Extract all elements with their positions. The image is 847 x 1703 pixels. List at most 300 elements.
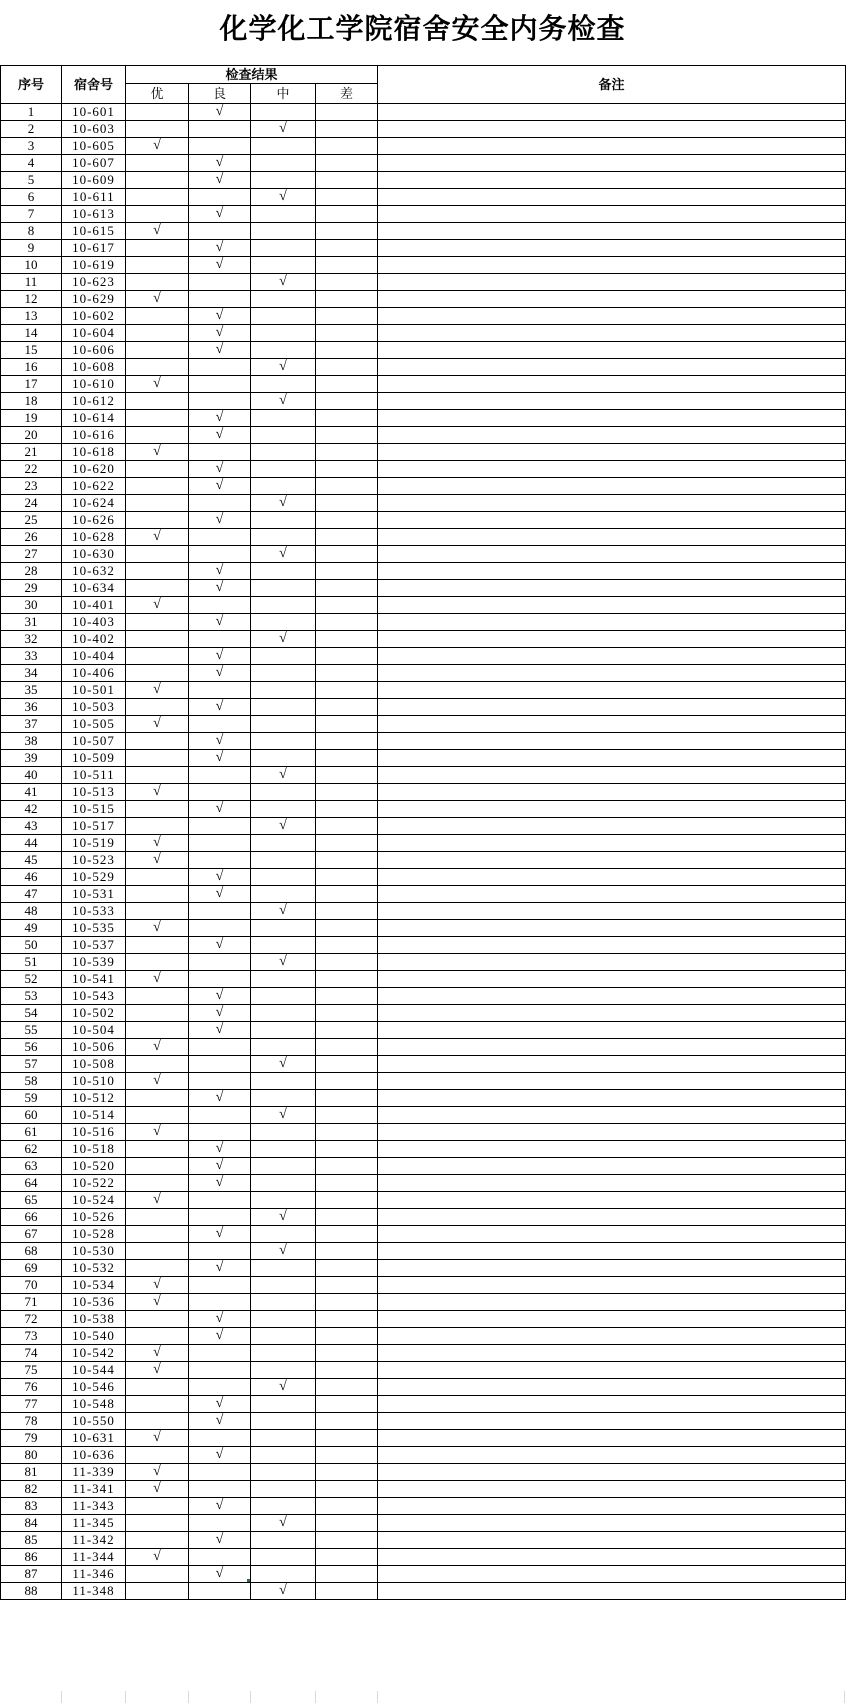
cell-index[interactable]: 15 (1, 342, 62, 359)
cell-remark[interactable] (378, 393, 846, 410)
cell-result-excellent[interactable] (126, 410, 189, 427)
cell-result-fair[interactable] (251, 886, 316, 903)
cell-room[interactable]: 10-629 (62, 291, 126, 308)
cell-result-good[interactable] (189, 138, 251, 155)
cell-index[interactable]: 84 (1, 1515, 62, 1532)
col-header-room[interactable]: 宿舍号 (62, 66, 126, 104)
cell-index[interactable]: 2 (1, 121, 62, 138)
cell-result-fair[interactable] (251, 1022, 316, 1039)
cell-room[interactable]: 10-630 (62, 546, 126, 563)
cell-result-poor[interactable] (316, 1532, 378, 1549)
cell-result-fair[interactable] (251, 801, 316, 818)
cell-result-fair[interactable] (251, 1260, 316, 1277)
cell-result-fair[interactable] (251, 597, 316, 614)
cell-room[interactable]: 10-504 (62, 1022, 126, 1039)
cell-remark[interactable] (378, 308, 846, 325)
cell-result-fair[interactable] (251, 835, 316, 852)
cell-result-fair[interactable] (251, 291, 316, 308)
cell-result-good[interactable] (189, 291, 251, 308)
cell-result-fair[interactable] (251, 1413, 316, 1430)
cell-result-poor[interactable] (316, 546, 378, 563)
cell-room[interactable]: 10-607 (62, 155, 126, 172)
cell-remark[interactable] (378, 206, 846, 223)
cell-result-fair[interactable] (251, 1141, 316, 1158)
cell-remark[interactable] (378, 920, 846, 937)
cell-result-excellent[interactable] (126, 1158, 189, 1175)
cell-result-good[interactable] (189, 172, 251, 189)
cell-room[interactable]: 10-632 (62, 563, 126, 580)
cell-room[interactable]: 11-345 (62, 1515, 126, 1532)
cell-result-fair[interactable] (251, 206, 316, 223)
cell-result-poor[interactable] (316, 1345, 378, 1362)
cell-remark[interactable] (378, 529, 846, 546)
cell-remark[interactable] (378, 716, 846, 733)
col-header-result-group[interactable]: 检查结果 (126, 66, 378, 84)
cell-result-good[interactable] (189, 1396, 251, 1413)
cell-result-excellent[interactable] (126, 801, 189, 818)
cell-result-poor[interactable] (316, 903, 378, 920)
cell-result-good[interactable] (189, 988, 251, 1005)
cell-result-excellent[interactable] (126, 359, 189, 376)
cell-result-poor[interactable] (316, 1260, 378, 1277)
cell-index[interactable]: 44 (1, 835, 62, 852)
cell-index[interactable]: 27 (1, 546, 62, 563)
cell-room[interactable]: 10-514 (62, 1107, 126, 1124)
cell-result-poor[interactable] (316, 1039, 378, 1056)
cell-index[interactable]: 48 (1, 903, 62, 920)
cell-index[interactable]: 72 (1, 1311, 62, 1328)
cell-result-fair[interactable] (251, 954, 316, 971)
page-title[interactable]: 化学化工学院宿舍安全内务检查 (219, 14, 626, 45)
cell-remark[interactable] (378, 495, 846, 512)
cell-result-fair[interactable] (251, 512, 316, 529)
cell-result-good[interactable] (189, 1090, 251, 1107)
cell-result-fair[interactable] (251, 580, 316, 597)
cell-room[interactable]: 10-512 (62, 1090, 126, 1107)
cell-result-good[interactable] (189, 1447, 251, 1464)
cell-result-poor[interactable] (316, 1158, 378, 1175)
cell-remark[interactable] (378, 886, 846, 903)
cell-result-poor[interactable] (316, 954, 378, 971)
cell-result-fair[interactable] (251, 172, 316, 189)
cell-room[interactable]: 10-522 (62, 1175, 126, 1192)
cell-result-fair[interactable] (251, 393, 316, 410)
cell-room[interactable]: 10-523 (62, 852, 126, 869)
cell-result-good[interactable] (189, 1311, 251, 1328)
cell-result-fair[interactable] (251, 461, 316, 478)
cell-result-excellent[interactable] (126, 1430, 189, 1447)
cell-result-poor[interactable] (316, 563, 378, 580)
cell-result-excellent[interactable] (126, 1549, 189, 1566)
cell-result-excellent[interactable] (126, 1311, 189, 1328)
cell-result-poor[interactable] (316, 818, 378, 835)
cell-result-poor[interactable] (316, 801, 378, 818)
cell-remark[interactable] (378, 138, 846, 155)
cell-remark[interactable] (378, 1345, 846, 1362)
cell-result-fair[interactable] (251, 1005, 316, 1022)
cell-index[interactable]: 49 (1, 920, 62, 937)
cell-result-fair[interactable] (251, 444, 316, 461)
cell-index[interactable]: 66 (1, 1209, 62, 1226)
cell-result-good[interactable] (189, 410, 251, 427)
cell-result-good[interactable] (189, 1549, 251, 1566)
cell-result-excellent[interactable] (126, 767, 189, 784)
cell-result-excellent[interactable] (126, 1481, 189, 1498)
cell-result-fair[interactable] (251, 699, 316, 716)
cell-room[interactable]: 10-529 (62, 869, 126, 886)
cell-room[interactable]: 10-613 (62, 206, 126, 223)
cell-index[interactable]: 42 (1, 801, 62, 818)
cell-result-excellent[interactable] (126, 818, 189, 835)
cell-index[interactable]: 13 (1, 308, 62, 325)
cell-remark[interactable] (378, 461, 846, 478)
cell-index[interactable]: 39 (1, 750, 62, 767)
cell-room[interactable]: 10-404 (62, 648, 126, 665)
cell-result-fair[interactable] (251, 410, 316, 427)
cell-index[interactable]: 80 (1, 1447, 62, 1464)
cell-result-fair[interactable] (251, 937, 316, 954)
cell-remark[interactable] (378, 172, 846, 189)
cell-result-good[interactable] (189, 1464, 251, 1481)
cell-room[interactable]: 10-501 (62, 682, 126, 699)
cell-index[interactable]: 24 (1, 495, 62, 512)
cell-room[interactable]: 11-344 (62, 1549, 126, 1566)
cell-result-poor[interactable] (316, 240, 378, 257)
cell-result-excellent[interactable] (126, 716, 189, 733)
cell-result-poor[interactable] (316, 988, 378, 1005)
cell-result-fair[interactable] (251, 1056, 316, 1073)
cell-result-excellent[interactable] (126, 1073, 189, 1090)
cell-result-excellent[interactable] (126, 835, 189, 852)
cell-result-poor[interactable] (316, 1583, 378, 1600)
cell-remark[interactable] (378, 155, 846, 172)
cell-result-fair[interactable] (251, 1124, 316, 1141)
cell-room[interactable]: 10-503 (62, 699, 126, 716)
cell-room[interactable]: 10-631 (62, 1430, 126, 1447)
cell-remark[interactable] (378, 937, 846, 954)
cell-room[interactable]: 10-533 (62, 903, 126, 920)
cell-result-good[interactable] (189, 1379, 251, 1396)
cell-room[interactable]: 10-526 (62, 1209, 126, 1226)
cell-result-fair[interactable] (251, 852, 316, 869)
cell-room[interactable]: 10-615 (62, 223, 126, 240)
cell-result-good[interactable] (189, 699, 251, 716)
cell-index[interactable]: 59 (1, 1090, 62, 1107)
cell-result-poor[interactable] (316, 886, 378, 903)
cell-remark[interactable] (378, 257, 846, 274)
cell-room[interactable]: 10-502 (62, 1005, 126, 1022)
cell-result-excellent[interactable] (126, 886, 189, 903)
cell-room[interactable]: 10-402 (62, 631, 126, 648)
cell-result-fair[interactable] (251, 495, 316, 512)
cell-index[interactable]: 54 (1, 1005, 62, 1022)
cell-index[interactable]: 67 (1, 1226, 62, 1243)
cell-room[interactable]: 10-517 (62, 818, 126, 835)
cell-result-excellent[interactable] (126, 1124, 189, 1141)
cell-result-good[interactable] (189, 274, 251, 291)
cell-remark[interactable] (378, 1090, 846, 1107)
cell-index[interactable]: 38 (1, 733, 62, 750)
cell-remark[interactable] (378, 1583, 846, 1600)
cell-remark[interactable] (378, 223, 846, 240)
cell-result-excellent[interactable] (126, 104, 189, 121)
cell-result-good[interactable] (189, 155, 251, 172)
cell-result-fair[interactable] (251, 682, 316, 699)
cell-result-good[interactable] (189, 478, 251, 495)
cell-room[interactable]: 11-342 (62, 1532, 126, 1549)
cell-remark[interactable] (378, 1175, 846, 1192)
cell-index[interactable]: 58 (1, 1073, 62, 1090)
cell-room[interactable]: 10-619 (62, 257, 126, 274)
cell-remark[interactable] (378, 733, 846, 750)
cell-result-poor[interactable] (316, 937, 378, 954)
cell-result-fair[interactable] (251, 427, 316, 444)
cell-room[interactable]: 10-550 (62, 1413, 126, 1430)
cell-room[interactable]: 11-348 (62, 1583, 126, 1600)
cell-result-fair[interactable] (251, 818, 316, 835)
cell-result-good[interactable] (189, 1481, 251, 1498)
cell-remark[interactable] (378, 1515, 846, 1532)
cell-result-good[interactable] (189, 665, 251, 682)
cell-result-good[interactable] (189, 801, 251, 818)
cell-result-excellent[interactable] (126, 291, 189, 308)
cell-result-fair[interactable] (251, 138, 316, 155)
cell-result-fair[interactable] (251, 1396, 316, 1413)
cell-result-excellent[interactable] (126, 427, 189, 444)
cell-index[interactable]: 4 (1, 155, 62, 172)
cell-room[interactable]: 10-542 (62, 1345, 126, 1362)
cell-result-poor[interactable] (316, 1277, 378, 1294)
cell-index[interactable]: 47 (1, 886, 62, 903)
cell-index[interactable]: 76 (1, 1379, 62, 1396)
cell-room[interactable]: 10-618 (62, 444, 126, 461)
cell-index[interactable]: 61 (1, 1124, 62, 1141)
cell-room[interactable]: 10-606 (62, 342, 126, 359)
cell-room[interactable]: 10-507 (62, 733, 126, 750)
col-header-good[interactable]: 良 (189, 84, 251, 104)
cell-result-fair[interactable] (251, 903, 316, 920)
cell-result-excellent[interactable] (126, 1532, 189, 1549)
cell-remark[interactable] (378, 1056, 846, 1073)
cell-room[interactable]: 10-608 (62, 359, 126, 376)
cell-result-good[interactable] (189, 1039, 251, 1056)
cell-result-poor[interactable] (316, 1311, 378, 1328)
cell-index[interactable]: 51 (1, 954, 62, 971)
cell-result-fair[interactable] (251, 1583, 316, 1600)
cell-room[interactable]: 10-515 (62, 801, 126, 818)
cell-remark[interactable] (378, 1005, 846, 1022)
cell-result-poor[interactable] (316, 1073, 378, 1090)
cell-result-poor[interactable] (316, 648, 378, 665)
cell-remark[interactable] (378, 682, 846, 699)
cell-result-excellent[interactable] (126, 274, 189, 291)
cell-remark[interactable] (378, 648, 846, 665)
col-header-index[interactable]: 序号 (1, 66, 62, 104)
cell-result-poor[interactable] (316, 410, 378, 427)
cell-result-good[interactable] (189, 206, 251, 223)
cell-result-poor[interactable] (316, 1141, 378, 1158)
cell-result-poor[interactable] (316, 1413, 378, 1430)
cell-index[interactable]: 19 (1, 410, 62, 427)
cell-result-poor[interactable] (316, 291, 378, 308)
cell-result-fair[interactable] (251, 733, 316, 750)
cell-room[interactable]: 10-506 (62, 1039, 126, 1056)
cell-result-good[interactable] (189, 971, 251, 988)
cell-room[interactable]: 10-508 (62, 1056, 126, 1073)
cell-result-poor[interactable] (316, 1379, 378, 1396)
cell-index[interactable]: 32 (1, 631, 62, 648)
cell-result-good[interactable] (189, 461, 251, 478)
cell-result-poor[interactable] (316, 461, 378, 478)
cell-index[interactable]: 57 (1, 1056, 62, 1073)
cell-index[interactable]: 8 (1, 223, 62, 240)
cell-result-excellent[interactable] (126, 988, 189, 1005)
cell-result-good[interactable] (189, 1277, 251, 1294)
cell-room[interactable]: 10-505 (62, 716, 126, 733)
cell-result-excellent[interactable] (126, 563, 189, 580)
cell-result-fair[interactable] (251, 767, 316, 784)
cell-remark[interactable] (378, 427, 846, 444)
cell-remark[interactable] (378, 274, 846, 291)
cell-result-poor[interactable] (316, 376, 378, 393)
cell-index[interactable]: 62 (1, 1141, 62, 1158)
cell-result-good[interactable] (189, 1124, 251, 1141)
cell-remark[interactable] (378, 699, 846, 716)
cell-result-good[interactable] (189, 1107, 251, 1124)
cell-index[interactable]: 65 (1, 1192, 62, 1209)
cell-index[interactable]: 10 (1, 257, 62, 274)
cell-result-good[interactable] (189, 869, 251, 886)
cell-index[interactable]: 6 (1, 189, 62, 206)
cell-result-poor[interactable] (316, 138, 378, 155)
cell-result-good[interactable] (189, 393, 251, 410)
cell-result-good[interactable] (189, 750, 251, 767)
col-header-fair[interactable]: 中 (251, 84, 316, 104)
cell-room[interactable]: 10-511 (62, 767, 126, 784)
col-header-excellent[interactable]: 优 (126, 84, 189, 104)
cell-result-poor[interactable] (316, 512, 378, 529)
cell-result-poor[interactable] (316, 699, 378, 716)
cell-result-good[interactable] (189, 1430, 251, 1447)
cell-result-poor[interactable] (316, 1209, 378, 1226)
col-header-poor[interactable]: 差 (316, 84, 378, 104)
cell-result-good[interactable] (189, 1158, 251, 1175)
cell-result-fair[interactable] (251, 1090, 316, 1107)
cell-result-excellent[interactable] (126, 1294, 189, 1311)
cell-result-fair[interactable] (251, 1549, 316, 1566)
cell-result-poor[interactable] (316, 1226, 378, 1243)
cell-result-good[interactable] (189, 614, 251, 631)
cell-remark[interactable] (378, 801, 846, 818)
cell-remark[interactable] (378, 614, 846, 631)
cell-room[interactable]: 10-537 (62, 937, 126, 954)
cell-result-poor[interactable] (316, 104, 378, 121)
cell-result-excellent[interactable] (126, 665, 189, 682)
cell-result-excellent[interactable] (126, 1022, 189, 1039)
cell-result-fair[interactable] (251, 478, 316, 495)
cell-index[interactable]: 86 (1, 1549, 62, 1566)
cell-result-excellent[interactable] (126, 1090, 189, 1107)
cell-result-good[interactable] (189, 376, 251, 393)
cell-result-fair[interactable] (251, 1430, 316, 1447)
cell-result-excellent[interactable] (126, 699, 189, 716)
cell-room[interactable]: 10-634 (62, 580, 126, 597)
cell-result-excellent[interactable] (126, 1345, 189, 1362)
cell-result-fair[interactable] (251, 342, 316, 359)
cell-result-good[interactable] (189, 308, 251, 325)
cell-result-good[interactable] (189, 427, 251, 444)
cell-remark[interactable] (378, 1566, 846, 1583)
cell-remark[interactable] (378, 563, 846, 580)
cell-result-excellent[interactable] (126, 444, 189, 461)
cell-remark[interactable] (378, 1447, 846, 1464)
cell-room[interactable]: 10-401 (62, 597, 126, 614)
cell-index[interactable]: 83 (1, 1498, 62, 1515)
cell-result-good[interactable] (189, 359, 251, 376)
cell-remark[interactable] (378, 784, 846, 801)
cell-index[interactable]: 26 (1, 529, 62, 546)
cell-room[interactable]: 10-603 (62, 121, 126, 138)
cell-index[interactable]: 25 (1, 512, 62, 529)
cell-result-good[interactable] (189, 1328, 251, 1345)
cell-result-excellent[interactable] (126, 1175, 189, 1192)
cell-result-poor[interactable] (316, 1192, 378, 1209)
col-header-remark[interactable]: 备注 (378, 66, 846, 104)
cell-remark[interactable] (378, 444, 846, 461)
cell-result-good[interactable] (189, 631, 251, 648)
cell-remark[interactable] (378, 1379, 846, 1396)
cell-result-good[interactable] (189, 886, 251, 903)
cell-result-fair[interactable] (251, 614, 316, 631)
cell-room[interactable]: 10-403 (62, 614, 126, 631)
cell-index[interactable]: 36 (1, 699, 62, 716)
cell-result-excellent[interactable] (126, 750, 189, 767)
cell-result-excellent[interactable] (126, 172, 189, 189)
cell-result-poor[interactable] (316, 682, 378, 699)
cell-index[interactable]: 53 (1, 988, 62, 1005)
cell-room[interactable]: 10-535 (62, 920, 126, 937)
cell-remark[interactable] (378, 869, 846, 886)
cell-result-poor[interactable] (316, 1056, 378, 1073)
cell-result-good[interactable] (189, 852, 251, 869)
cell-remark[interactable] (378, 750, 846, 767)
cell-result-poor[interactable] (316, 1328, 378, 1345)
cell-index[interactable]: 77 (1, 1396, 62, 1413)
cell-result-fair[interactable] (251, 376, 316, 393)
cell-result-excellent[interactable] (126, 1396, 189, 1413)
cell-room[interactable]: 11-341 (62, 1481, 126, 1498)
cell-result-excellent[interactable] (126, 223, 189, 240)
cell-remark[interactable] (378, 1294, 846, 1311)
cell-room[interactable]: 10-541 (62, 971, 126, 988)
cell-result-good[interactable] (189, 121, 251, 138)
cell-remark[interactable] (378, 1277, 846, 1294)
cell-remark[interactable] (378, 376, 846, 393)
cell-result-poor[interactable] (316, 1294, 378, 1311)
cell-result-poor[interactable] (316, 325, 378, 342)
cell-result-excellent[interactable] (126, 257, 189, 274)
cell-remark[interactable] (378, 104, 846, 121)
cell-result-poor[interactable] (316, 614, 378, 631)
cell-result-fair[interactable] (251, 869, 316, 886)
cell-room[interactable]: 10-617 (62, 240, 126, 257)
cell-room[interactable]: 10-524 (62, 1192, 126, 1209)
cell-result-good[interactable] (189, 1260, 251, 1277)
cell-result-excellent[interactable] (126, 155, 189, 172)
cell-remark[interactable] (378, 1022, 846, 1039)
cell-result-fair[interactable] (251, 1277, 316, 1294)
cell-result-poor[interactable] (316, 223, 378, 240)
